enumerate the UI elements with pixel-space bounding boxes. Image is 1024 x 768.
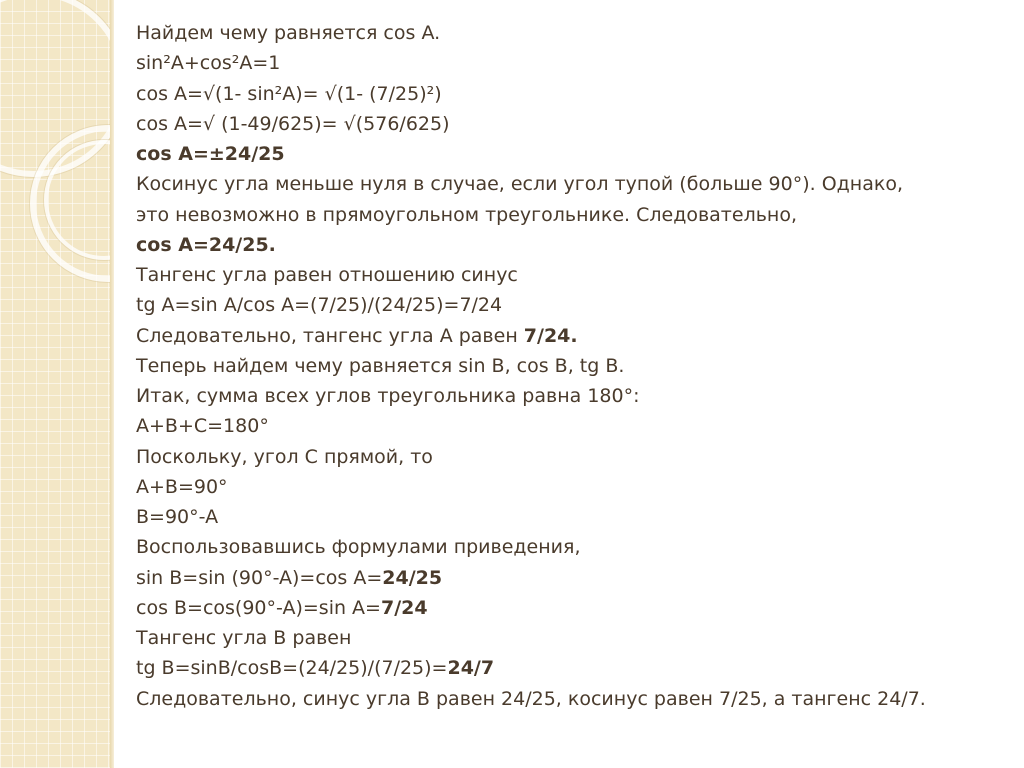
text-segment: Косинус угла меньше нуля в случае, если угол тупой (больше 90°). Однако, — [136, 173, 903, 196]
slide-text-body — [136, 18, 996, 714]
bold-text: cos A=24/25. — [136, 233, 276, 256]
text-line — [136, 321, 996, 351]
text-line — [136, 260, 996, 290]
text-segment: Воспользовавшись формулами приведения, — [136, 536, 581, 559]
text-line — [136, 442, 996, 472]
text-line — [136, 684, 996, 714]
text-line — [136, 169, 996, 199]
text-line — [136, 79, 996, 109]
bold-text: 7/24. — [523, 324, 578, 347]
text-segment: Теперь найдем чему равняется sin B, cos B, tg B. — [136, 354, 625, 377]
text-line — [136, 532, 996, 562]
text-segment: A+B+C=180° — [136, 415, 269, 438]
text-segment: Тангенс угла B равен — [136, 627, 352, 649]
text-line — [136, 48, 996, 78]
text-segment: Итак, сумма всех углов треугольника равна 180°: — [136, 385, 640, 407]
text-line — [136, 502, 996, 532]
text-line — [136, 381, 996, 411]
text-line — [136, 653, 996, 683]
bold-text: 24/7 — [447, 657, 495, 680]
text-line — [136, 139, 996, 169]
text-segment: cos B=cos(90°-A)=sin A= — [136, 596, 381, 619]
text-line — [136, 563, 996, 593]
text-line — [136, 623, 996, 653]
text-segment: Найдем чему равняется cos A. — [136, 22, 441, 44]
text-segment: Тангенс угла равен отношению синус — [136, 264, 518, 286]
text-segment: cos A=√(1- sin²A)= √(1- (7/25)²) — [136, 82, 442, 105]
text-segment: Следовательно, тангенс угла А равен — [136, 324, 524, 347]
text-line — [136, 109, 996, 139]
text-segment: A+B=90° — [136, 475, 228, 498]
bold-text: 24/25 — [382, 566, 443, 589]
text-segment: tg A=sin A/cos A=(7/25)/(24/25)=7/24 — [136, 294, 503, 317]
text-segment: Поскольку, угол C прямой, то — [136, 445, 433, 468]
text-line — [136, 230, 996, 260]
text-segment: cos A=√ (1-49/625)= √(576/625) — [136, 112, 450, 135]
text-segment: tg B=sinB/cosB=(24/25)/(7/25)= — [136, 657, 448, 680]
text-segment: это невозможно в прямоугольном треугольнике. Следовательно, — [136, 203, 797, 226]
text-line — [136, 290, 996, 320]
text-segment: sin²A+cos²A=1 — [136, 52, 281, 75]
text-line — [136, 593, 996, 623]
bold-text: cos A=±24/25 — [136, 143, 285, 165]
bold-text: 7/24 — [380, 596, 428, 619]
decorative-sidebar — [0, 0, 112, 768]
text-line — [136, 18, 996, 48]
text-line — [136, 200, 996, 230]
text-line — [136, 472, 996, 502]
sidebar-edge — [110, 0, 114, 768]
text-segment: sin B=sin (90°-A)=cos A= — [136, 566, 383, 589]
text-line — [136, 351, 996, 381]
text-segment: Следовательно, синус угла B равен 24/25, косинус равен 7/25, а тангенс 24/7. — [136, 687, 926, 710]
text-line — [136, 411, 996, 441]
text-segment: B=90°-A — [136, 506, 219, 528]
